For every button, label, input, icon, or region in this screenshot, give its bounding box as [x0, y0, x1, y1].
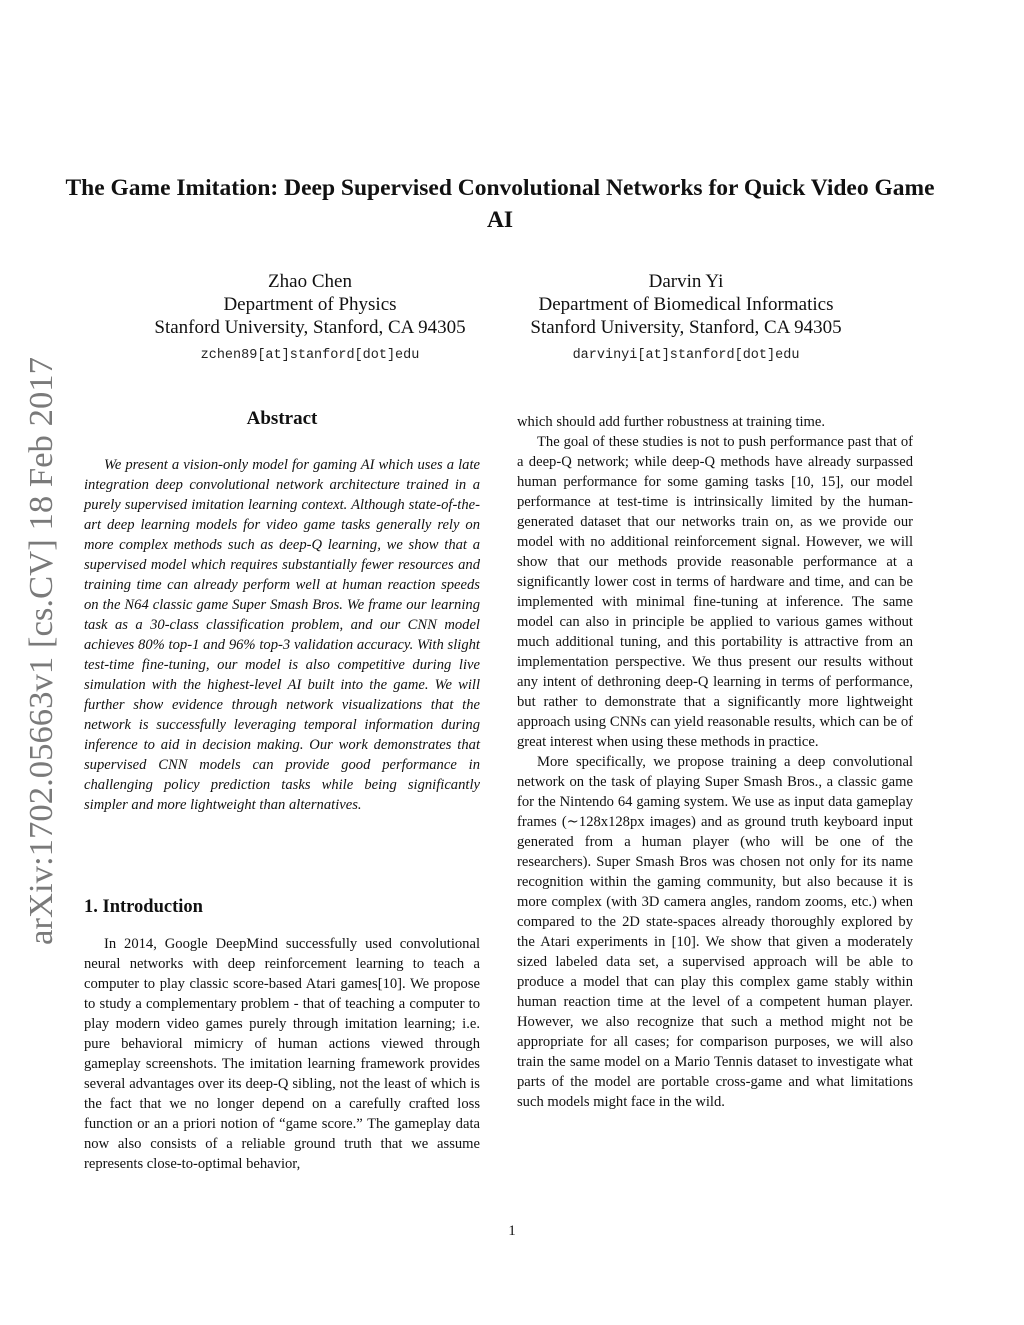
author-department: Department of Biomedical Informatics [538, 294, 834, 315]
abstract-body [84, 455, 480, 815]
introduction-body [84, 934, 480, 1174]
author-name: Zhao Chen [268, 271, 352, 292]
abstract-heading: Abstract [246, 408, 318, 429]
right-column [517, 412, 913, 1112]
abstract-paragraph: We present a vision-only model for gaming AI which uses a late integration deep convolutional network architecture trained in a purely supervised imitation learning context. Although state-of-the-art deep learning models for video game tasks generally rely on more complex methods such as deep-Q learning, we show that a supervised model which requires substantially fewer resources and training time can already perform well at human reaction speeds on the N64 classic game Super Smash Bros. We frame our learning task as a 30-class classification problem, and our CNN model achieves 80% top-1 and 96% top-3 validation accuracy. With slight test-time fine-tuning, our model is also competitive during live simulation with the highest-level AI built into the game. We will further show evidence through network visualizations that the network is successfully leveraging temporal information during inference to aid in decision making. Our work demonstrates that supervised CNN models can provide good performance in challenging policy prediction tasks while being significantly simpler and more lightweight than alternatives. [84, 457, 480, 813]
author-email: zchen89[at]stanford[dot]edu [200, 348, 420, 363]
introduction-paragraph-2: The goal of these studies is not to push performance past that of a deep-Q network; while deep-Q methods have already surpassed human performance for some gaming tasks [10, 15], our model performance at test-time is intrinsically limited by the human-generated dataset that our networks train on, as we provide our model with no additional reinforcement signal. However, we will show that our methods provide reasonable performance at a significantly lower cost in terms of hardware and time, and can be implemented with minimal fine-tuning at inference. The same model can also in principle be applied to various games without much additional tuning, and this portability is attractive from an implementation perspective. We thus present our results without any intent of dethroning deep-Q learning in terms of performance, but rather to demonstrate that a significantly more lightweight approach using CNNs can yield reasonable results, which can be of great interest when using these methods in practice. [517, 434, 913, 750]
author-block-2 [476, 270, 896, 367]
author-email: darvinyi[at]stanford[dot]edu [572, 348, 800, 363]
arxiv-watermark-text: arXiv:1702.05663v1 [cs.CV] 18 Feb 2017 [23, 368, 60, 945]
introduction-heading: 1. Introduction [84, 897, 203, 917]
continuation-paragraph: which should add further robustness at training time. [517, 414, 826, 430]
author-name: Darvin Yi [648, 271, 724, 292]
introduction-paragraph-3: More specifically, we propose training a deep convolutional network on the task of playing Super Smash Bros., a classic game for the Nintendo 64 gaming system. We use as input data gameplay frames (∼128x128px images) and as ground truth keyboard input generated from a human player (who will be one of the researchers). Super Smash Bros was chosen not only for its name recognition within the gaming community, but also because it is more complex (with 3D camera angles, random zooms, etc.) when compared to the 2D state-spaces already thoroughly explored by the Atari experiments in [10]. We show that given a moderately sized labeled data set, a supervised approach will be able to produce a model that can play this complex game stably within human reaction time at the level of a competent human player. However, we also recognize that such a method might not be appropriate for all cases; for comparison purposes, we will also train the same model on a Mario Tennis dataset to investigate what parts of the model are portable cross-game and what limitations such models might face in the wild. [517, 754, 913, 1110]
arxiv-watermark [12, 355, 62, 945]
author-affiliation: Stanford University, Stanford, CA 94305 [154, 317, 466, 338]
author-block-1 [100, 270, 520, 367]
author-affiliation: Stanford University, Stanford, CA 94305 [530, 317, 842, 338]
author-department: Department of Physics [223, 294, 397, 315]
introduction-paragraph-1: In 2014, Google DeepMind successfully used convolutional neural networks with deep reinforcement learning to teach a computer to play classic score-based Atari games[10]. We propose to study a complementary problem - that of teaching a computer to play modern video games purely through imitation learning; i.e. pure behavioral mimicry of human actions viewed through gameplay screenshots. The imitation learning framework provides several advantages over its deep-Q sibling, not the least of which is the fact that we no longer depend on a carefully crafted loss function or an a priori notion of “game score.” The gameplay data now also consists of a reliable ground truth that we assume represents close-to-optimal behavior, [84, 936, 480, 1172]
paper-title: The Game Imitation: Deep Supervised Convolutional Networks for Quick Video Game AI [65, 175, 935, 233]
page-number: 1 [508, 1223, 516, 1239]
